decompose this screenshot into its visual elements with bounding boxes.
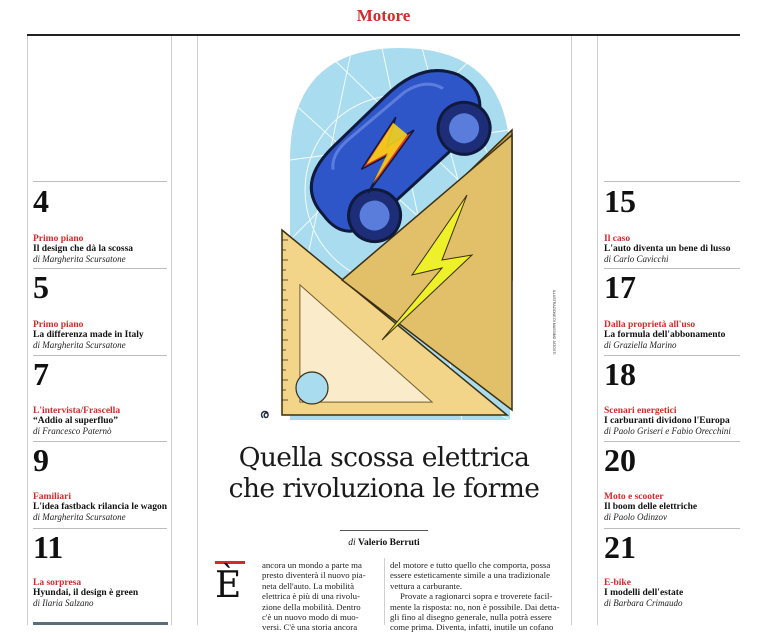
page-number: 15 <box>604 183 636 219</box>
body-column-rule <box>384 558 385 625</box>
headline <box>200 442 568 504</box>
illustration-credit: ILLUSTRAZIONE DI MASSIMO JATOSTI <box>552 290 556 355</box>
text-line: essere esteticamente simile a una tradizionale <box>390 570 550 581</box>
artist-logo: ര <box>260 407 269 421</box>
kicker: Primo piano <box>33 320 84 330</box>
text-line: come prima. Diventa, infatti, inutile un cofano <box>390 622 554 633</box>
author: di Paolo Odinzov <box>604 512 667 522</box>
page-number: 11 <box>33 529 64 565</box>
text-line: vettura a carburante. <box>390 580 463 591</box>
text-line: del motore e tutto quello che comporta, possa <box>390 560 551 570</box>
author: di Ilaria Salzano <box>33 598 94 608</box>
kicker: Dalla proprietà all'uso <box>604 320 696 330</box>
article-link[interactable]: L'auto diventa un bene di lusso <box>604 244 731 254</box>
kicker: Il caso <box>604 234 631 244</box>
electric-car-illustration <box>262 40 542 430</box>
dropcap: È <box>215 565 242 606</box>
author: di Paolo Griseri e Fabio Orecchini <box>604 426 731 436</box>
body-column-2 <box>390 560 568 633</box>
byline-rule <box>340 530 428 531</box>
section-title: Motore <box>356 6 411 25</box>
page-number: 18 <box>604 356 636 392</box>
byline-author[interactable]: Valerio Berruti <box>358 538 420 548</box>
page-number: 9 <box>33 442 49 478</box>
article-link[interactable]: I carburanti dividono l'Europa <box>604 416 730 426</box>
page-number: 17 <box>604 269 636 305</box>
article-link[interactable]: Hyundai, il design è green <box>33 588 139 598</box>
right-column-rule <box>597 36 598 625</box>
index-divider <box>33 441 167 442</box>
text-line: elettrica è più di una rivolu- <box>262 591 360 602</box>
author: di Margherita Scursatone <box>33 254 126 264</box>
text-line: gli fino al disegno generale, nulla potrà essere <box>390 612 552 623</box>
author: di Margherita Scursatone <box>33 512 126 522</box>
article-link[interactable]: L'idea fastback rilancia le wagon <box>33 502 168 512</box>
article-link[interactable]: Il boom delle elettriche <box>604 502 698 512</box>
page-number: 7 <box>33 356 49 392</box>
page-number: 21 <box>604 529 636 565</box>
left-border-rule <box>27 36 28 625</box>
index-divider <box>33 268 167 269</box>
article-link[interactable]: La formula dell'abbonamento <box>604 330 726 340</box>
text-line: neta dell'auto. La mobilità <box>262 580 354 591</box>
index-divider <box>33 355 167 356</box>
article-left-rule <box>197 36 198 625</box>
protractor-hole <box>296 372 328 404</box>
page-number: 5 <box>33 269 49 305</box>
headline-line-1: Quella scossa elettrica <box>238 442 530 473</box>
text-line: zione della mobilità. Dentro <box>262 601 361 612</box>
index-divider <box>33 181 167 182</box>
index-divider <box>604 181 740 182</box>
kicker: Familiari <box>33 492 71 502</box>
header-rule <box>27 34 740 36</box>
author: di Carlo Cavicchi <box>604 254 669 264</box>
byline-prefix: di <box>348 538 356 548</box>
author: di Margherita Scursatone <box>33 340 126 350</box>
article-right-rule <box>571 36 572 625</box>
page-number: 20 <box>604 442 636 478</box>
text-line: Provate a ragionarci sopra e troverete facil- <box>400 591 553 602</box>
page-number: 4 <box>33 183 49 219</box>
article-link[interactable]: La differenza made in Italy <box>33 330 144 340</box>
article-link[interactable]: I modelli dell'estate <box>604 588 684 598</box>
author: di Francesco Paternò <box>33 426 112 436</box>
photo-thumbnail <box>33 622 168 625</box>
byline <box>200 538 568 548</box>
kicker: Moto e scooter <box>604 492 664 502</box>
body-column-1 <box>262 560 380 633</box>
text-line: ancora un mondo a parte ma <box>262 560 362 570</box>
text-line: mente la risposta: no, non è possibile. Dai detta- <box>390 601 560 612</box>
kicker: L'intervista/Frascella <box>33 406 121 416</box>
left-column-rule <box>171 36 172 625</box>
kicker: Primo piano <box>33 234 84 244</box>
text-line: versi. C'è una storia ancora <box>262 622 358 633</box>
article-link[interactable]: Il design che dà la scossa <box>33 244 134 254</box>
text-line: presto diventerà il nuovo pia- <box>262 570 366 581</box>
author: di Graziella Marino <box>604 340 677 350</box>
author: di Barbara Crimaudo <box>604 598 683 608</box>
text-line: c'è un nuovo modo di muo- <box>262 612 359 623</box>
kicker: Scenari energetici <box>604 406 677 416</box>
headline-line-2: che rivoluziona le forme <box>228 473 540 504</box>
dropcap-accent <box>215 561 245 564</box>
article-link[interactable]: “Addio al superfluo” <box>33 416 118 426</box>
kicker: E-bike <box>604 578 631 588</box>
kicker: La sorpresa <box>33 578 82 588</box>
